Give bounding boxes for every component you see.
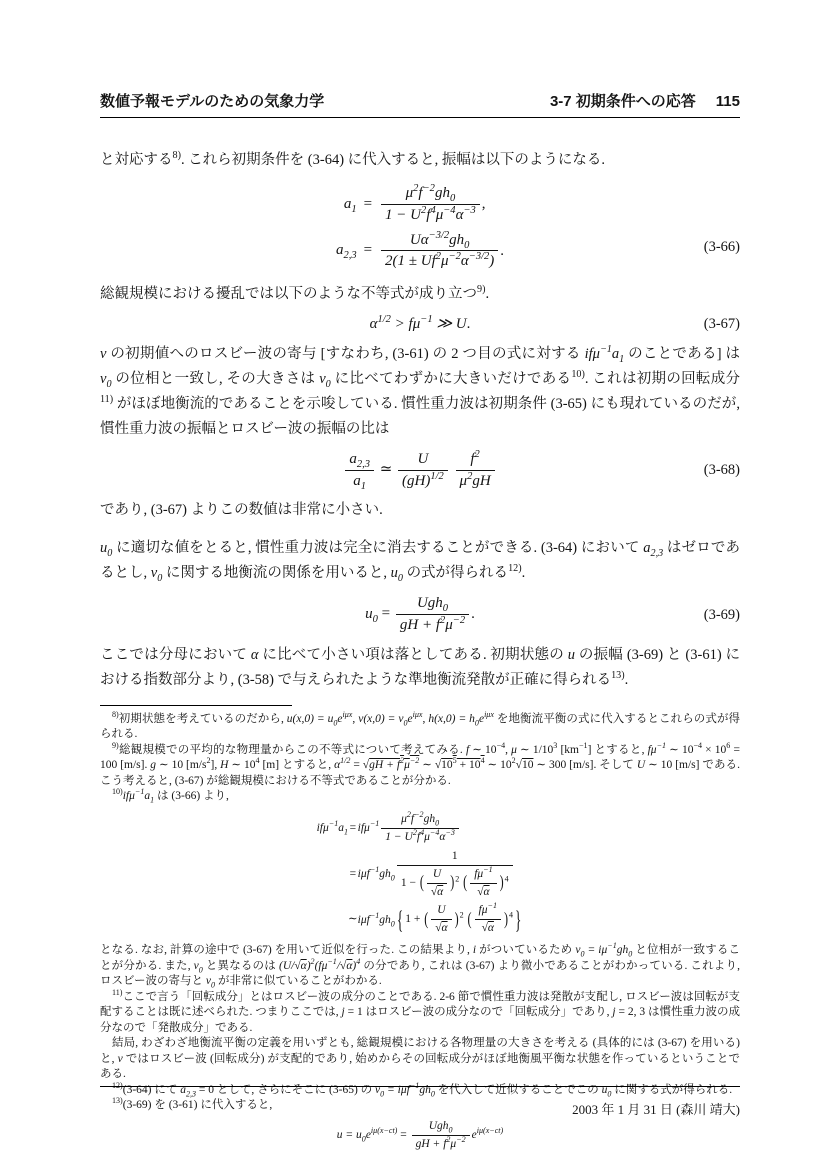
fn13eq-fraction [412, 1119, 470, 1152]
fn10eq-inner-u2-den: √α [435, 922, 448, 935]
left-paren: ( [424, 908, 429, 930]
fn10eq-pre-2: $i\mu f^{-1}gh_0$ [357, 864, 395, 882]
eq366-den-2: $2(1 \pm Uf^2\mu^{-2}\alpha^{-3/2})$ [385, 251, 495, 270]
fn10eq-sup-2: 2 [455, 873, 460, 883]
fn13eq-pre: $u = u_0e^{i\mu(x-ct)}$ = [336, 1126, 407, 1144]
eq366-num-1: $\mu^2f^{-2}gh_0$ [381, 184, 480, 205]
equation-number-3-68: (3-68) [703, 461, 740, 478]
eq368-f1-den: (gH)$^{1/2}$ [402, 470, 444, 489]
fn10eq-rel-2: = [349, 867, 357, 880]
eq368-fraction-2 [456, 450, 495, 491]
equation-3-67 [100, 315, 740, 334]
date-author-line: 2003 年 1 月 31 日 (森川 靖大) [572, 1102, 740, 1117]
fn10eq-sup-4: 4 [504, 873, 509, 883]
footnote-rule [100, 705, 292, 706]
equation-3-66-align [336, 181, 504, 274]
page-number: 115 [715, 93, 740, 110]
paragraph-u0: $u_0$ に適切な値をとると, 慣性重力波は完全に消去することができる. (3-64) において $a_{2,3}$ はゼロであるとし, $v_0$ に関する地衡流の関係を用いると, $u_0$ の式が得られる$^{12)}$. [100, 540, 741, 585]
fn10eq-fraction-1 [381, 809, 459, 845]
eq368-f2-num: $f^2$ [456, 450, 495, 471]
fn10eq-num-1: $\mu^2f^{-2}gh_0$ [381, 812, 459, 829]
fn10eq-row-2 [317, 847, 524, 902]
eq366-fraction-2 [381, 231, 498, 272]
paragraph-intro: と対応する$^{8)}$. これら初期条件を (3-64) に代入すると, 振幅は以下のようになる. [100, 150, 606, 168]
fn10eq-den2-lead: 1 − [400, 876, 416, 889]
eq368-lhs-fraction [345, 450, 374, 491]
eq366-fraction-1 [381, 184, 480, 225]
right-paren: ) [450, 871, 455, 893]
footnote-10-equation-align [317, 810, 524, 939]
fn10eq-inner-frac-fmu-2 [475, 903, 501, 936]
eq366-rel-2: = [363, 242, 373, 259]
footnote-10-equation [100, 810, 740, 939]
fn10eq-row-3 [317, 901, 524, 938]
eq368-rel: ≃ [379, 461, 393, 478]
fn10eq-rel-1: = [349, 821, 357, 834]
eq366-lhs-1: $a_1$ [343, 195, 357, 215]
fn10eq-brace-lead: 1 + [405, 913, 421, 926]
equation-3-66-row-2 [336, 228, 504, 275]
paragraph-small-value: であり, (3-67) よりこの数値は非常に小さい. [100, 502, 383, 519]
fn10eq-den-1: $1 - U^2f^4\mu^{-4}\alpha^{-3}$ [385, 827, 455, 843]
running-title: 数値予報モデルのための気象力学 [100, 93, 325, 110]
equation-number-3-67: (3-67) [703, 316, 740, 333]
left-paren: ( [467, 908, 472, 930]
footnote-11: $^{11)}$ここで言う「回転成分」とはロスビー波の成分のことである. 2-6 節で慣性重力波は発散が支配し, ロスビー波は回転が支配することは既に述べられた. つまりここでは, j = 1 はロスビー波の成分なので「回転成分」であり, j = 2, 3 は慣性重力波の成分なので「発散成分」である. [100, 987, 740, 1034]
fn13eq-den: gH + $f^2\mu^{-2}$ [415, 1134, 466, 1150]
eq366-trail-2: . [500, 242, 505, 259]
fn10eq-fraction-2 [397, 849, 513, 900]
fn10eq-inner-fmu-den: √α [477, 885, 490, 898]
fn10eq-inner-frac-u [427, 867, 447, 900]
paragraph-inequality-intro: 総観規模における擾乱では以下のような不等式が成り立つ$^{9)}$. [100, 284, 490, 302]
equation-3-69 [100, 594, 740, 635]
eq368-lhs-den: $a_1$ [353, 472, 367, 492]
eq366-num-2: $U\alpha^{-3/2}gh_0$ [381, 231, 498, 252]
footnote-10-intro: $^{10)}if\mu^{-1}a_1$ は (3-66) より, [112, 787, 229, 805]
eq368-fraction-1 [398, 450, 448, 491]
eq368-f1-num: U [398, 450, 448, 471]
fn10eq-rel-3: ∼ [348, 913, 358, 926]
fn10eq-den-2 [397, 866, 513, 900]
fn10eq-inner-u2-num: U [431, 903, 451, 920]
eq369-den: gH + $f^2\mu^{-2}$ [399, 615, 466, 633]
equation-3-68 [100, 450, 740, 491]
equation-number-3-66: (3-66) [703, 238, 740, 255]
fn10eq-row-1 [317, 810, 524, 847]
left-paren: ( [463, 871, 468, 893]
right-brace: } [515, 905, 522, 934]
footnote-9: $^{9)}$総観規模での平均的な物理量からこの不等式について考えてみる. f ∼ $10^{-4}$, μ ∼ $1/10^3$ $[km^{-1}]$ とすると, $f\mu^{-1}$ ∼ $10^{-4} \times 10^6 = 100$ [m/s]. g ∼ 10 $[m/s^2]$, H ∼ $10^4$ [m] とすると, $\alpha^{1/2} = √gH + f^2\mu^{-2}$ ∼ $√10^5 + 10^4$ ∼ $10^2√10$ ∼ 300 [m/s]. そして U ∼ 10 [m/s] である. こう考えると, (3-67) が総観規模における不等式であることが分かる. [100, 740, 740, 787]
eq366-trail-1: , [481, 195, 486, 212]
footnote-8: $^{8)}$初期状態を考えているのだから, $u(x,0) = u_0e^{i\mu x}$, $v(x,0) = v_0e^{i\mu x}$, $h(x,0) = h_0e^{i\mu x}$ を地衡流平衡の式に代入するとこれらの式が得られる. [100, 709, 741, 741]
equation-3-66-row-1 [336, 181, 504, 228]
footnote-13-equation [100, 1119, 740, 1152]
fn10eq-inner-fmu-num: $f\mu^{-1}$ [470, 867, 496, 884]
page-footer [100, 1086, 740, 1118]
fn13eq-num: Ugh$_0$ [412, 1119, 470, 1136]
fn10eq-inner-fmu2-num: $f\mu^{-1}$ [475, 903, 501, 920]
fn10eq-inner-u-den: √α [430, 885, 444, 898]
fn10eq-inner-u-num: U [427, 867, 447, 884]
eq366-den-1: $1 - U^2f^4\mu^{-4}\alpha^{-3}$ [385, 204, 476, 223]
fn10eq-inner-frac-fmu [470, 864, 496, 900]
section-title: 3-7 初期条件への応答 [549, 93, 696, 110]
eq369-trail: . [471, 606, 475, 623]
header-right [550, 90, 740, 111]
paragraph-conclusion: ここでは分母において α に比べて小さい項は落としてある. 初期状態の u の振幅 (3-69) と (3-61) における指数部分より, (3-58) で与えられたような準地衡流発散が正確に得られる$^{13)}$. [100, 646, 741, 688]
fn10eq-lhs: $if\mu^{-1}a_1$ [316, 818, 349, 837]
fn10eq-pre-1: ifμ$^{-1}$ [357, 819, 380, 834]
fn10eq-pre-3: $i\mu f^{-1}gh_0$ [357, 910, 395, 928]
left-brace: { [396, 905, 404, 934]
eq369-fraction [396, 594, 469, 635]
eq368-f2-den: $\mu^2gH$ [459, 470, 491, 489]
fn10eq-inner-frac-u-2 [431, 903, 451, 936]
footnote-13: $^{13)}$(3-69) を (3-61) に代入すると, [112, 1096, 273, 1112]
footnote-11-paragraph-2: 結局, わざわざ地衡流平衡の定義を用いずとも, 総観規模における各物理量の大きさを考える (具体的には (3-67) を用いる) と, v ではロスビー波 (回転成分) が支配的であり, 始めからその回転成分がほぼ地衡風平衡な状態を作っているということである. [100, 1037, 740, 1081]
right-paren: ) [454, 908, 459, 930]
fn10eq-num-2: 1 [397, 849, 513, 866]
paragraph-rossby: v の初期値へのロスビー波の寄与 [すなわち, (3-61) の 2 つ目の式に対する $if\mu^{-1}a_1$ のことである] は $v_0$ の位相と一致し, その大きさは $v_0$ に比べてわずかに大きいだけである$^{10)}$. これは初期の回転成分$^{11)}$ がほぼ地衡流的であることを示唆している. 慣性重力波は初期条件 (3-65) にも現れているのだが, 慣性重力波の振幅とロスビー波の振幅の比は [100, 343, 741, 437]
fn10eq-inner-fmu2-den: √α [481, 922, 494, 935]
equation-3-66 [100, 181, 740, 274]
page-header [100, 90, 740, 111]
eq366-rel-1: = [363, 195, 373, 212]
equation-number-3-69: (3-69) [703, 606, 740, 623]
eq368-lhs-num: $a_{2,3}$ [345, 450, 374, 471]
left-paren: ( [419, 871, 424, 893]
eq369-num: Ugh$_0$ [396, 594, 469, 615]
eq369-lhs: $u_0$ = [365, 605, 391, 625]
eq367-body: $\alpha^{1/2} > f\mu^{-1}$ ≫ U. [369, 314, 471, 332]
fn13eq-post: $e^{i\mu(x-ct)}$ [471, 1126, 504, 1141]
footnote-10-continuation: となる. なお, 計算の途中で (3-67) を用いて近似を行った. この結果より, i がついているため $v_0 = i\mu^{-1}gh_0$ と位相が一致することが分かる. また, $v_0$ と異なるのは $(U/√\alpha)^2(f\mu^{-1}/√\alpha)^4$ の分であり, これは (3-67) より微小であることがわかっている. これより, ロスビー波の寄与と $v_0$ が非常に似ていることがわかる. [100, 941, 740, 990]
right-paren: ) [499, 871, 504, 893]
footnote-12: $^{12)}$(3-64) にて $a_{2,3} = 0$ として, さらにそこに (3-65) の $v_0 = i\mu f^{-1}gh_0$ を代入して近似することでこの $u_0$ に関する式が得られる. [112, 1080, 733, 1099]
fn10eq-sup-2b: 2 [459, 910, 464, 920]
body-text [100, 148, 740, 693]
fn10eq-sup-4b: 4 [509, 910, 514, 920]
right-paren: ) [503, 908, 509, 930]
eq366-lhs-2: $a_{2,3}$ [335, 242, 357, 262]
header-rule [100, 117, 740, 118]
